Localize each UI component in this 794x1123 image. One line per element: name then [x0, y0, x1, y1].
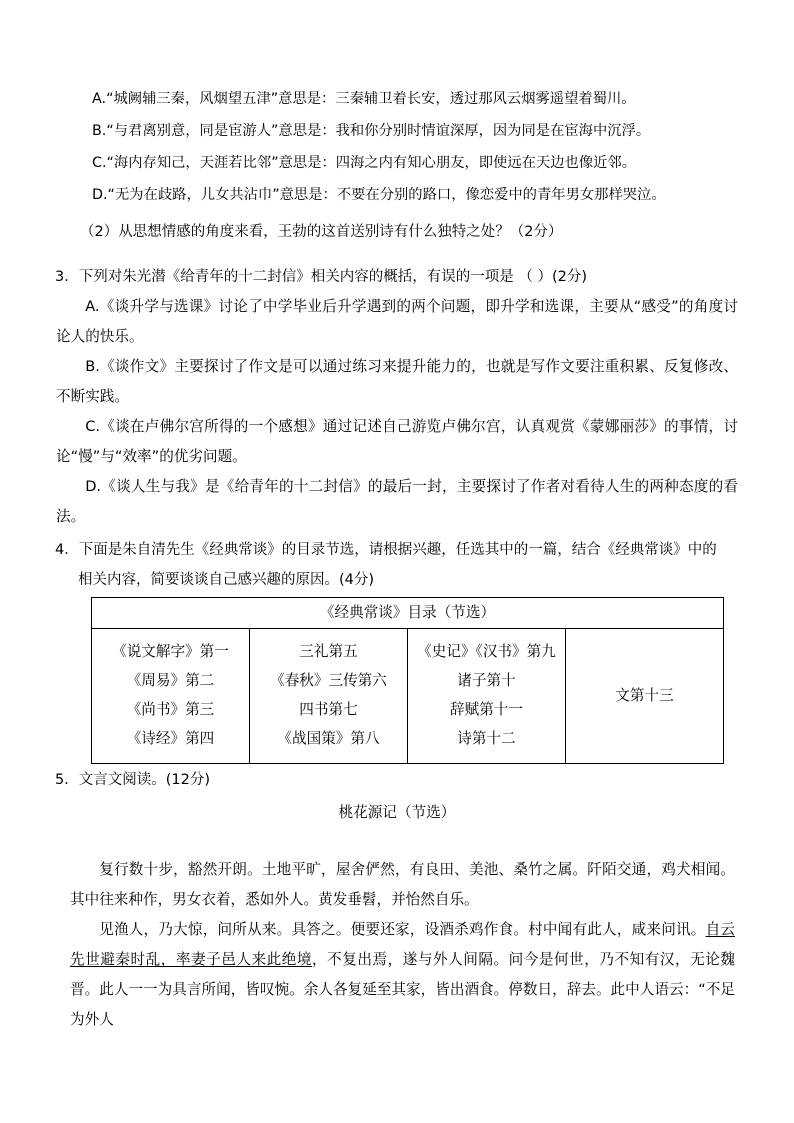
passage-text-after-underline: ，不复出焉，遂与外人间隔。问今是何世，乃不知有汉，无论魏晋。此人一一为具言所闻，皆叹惋。余人各复延至其家，皆出酒食。停数日，辞去。此中人语云：“不足为外人	[70, 951, 735, 1028]
catalog-table	[91, 597, 724, 764]
passage-underlined-sentence: 自云先世避秦时乱，率妻子邑人来此绝境	[70, 921, 735, 968]
option-a-q2: A.“城阙辅三秦，风烟望五津”意思是：三秦辅卫着长安，透过那风云烟雾遥望着蜀川。	[92, 91, 636, 107]
catalog-column-2	[250, 629, 408, 764]
option-c-q2: C.“海内存知己，天涯若比邻”意思是：四海之内有知心朋友，即使远在天边也像近邻。	[92, 155, 637, 171]
option-c-q3: C.《谈在卢佛尔宫所得的一个感想》通过记述自己游览卢佛尔宫，认真观赏《蒙娜丽莎》的事情，讨论“慢”与“效率”的优劣问题。	[56, 418, 738, 465]
option-b-q2: B.“与君离别意，同是宦游人”意思是：我和你分别时情谊深厚，因为同是在宦海中沉浮。	[92, 123, 651, 139]
catalog-table-wrapper	[91, 597, 724, 764]
passage-text-before-underline: 见渔人，乃大惊，问所从来。具答之。便要还家，设酒杀鸡作食。村中闻有此人，咸来问讯。	[99, 921, 706, 938]
catalog-cell: 《尚书》第三	[126, 701, 215, 718]
catalog-table-title: 《经典常谈》目录（节选）	[92, 598, 724, 629]
catalog-cell: 诗第十二	[457, 730, 516, 747]
catalog-column-3	[408, 629, 566, 764]
question-5-stem: 5．文言文阅读。(12分)	[55, 772, 210, 788]
catalog-cell: 《周易》第二	[126, 672, 215, 689]
catalog-cell: 辞赋第十一	[450, 701, 523, 718]
catalog-cell: 四书第七	[299, 701, 358, 718]
catalog-column-4	[566, 629, 724, 764]
question-4-stem-line1: 4．下面是朱自清先生《经典常谈》的目录节选，请根据兴趣，任选其中的一篇，结合《经典常谈》中的	[55, 542, 717, 558]
question-2-part-2: （2）从思想情感的角度来看，王勃的这首送别诗有什么独特之处？（2分）	[80, 224, 563, 240]
catalog-cell: 《战国策》第八	[277, 730, 380, 747]
catalog-cell: 《史记》《汉书》第九	[417, 643, 556, 660]
catalog-cell: 三礼第五	[299, 643, 358, 660]
question-3-stem: 3．下列对朱光潜《给青年的十二封信》相关内容的概括，有误的一项是 （ ）(2分)	[55, 269, 587, 285]
option-b-q3: B.《谈作文》主要探讨了作文是可以通过练习来提升能力的，也就是写作文要注重积累、反复修改、不断实践。	[56, 358, 738, 405]
option-a-q3: A.《谈升学与选课》讨论了中学毕业后升学遇到的两个问题，即升学和选课，主要从“感受”的角度讨论人的快乐。	[56, 298, 738, 345]
catalog-cell: 《诗经》第四	[126, 730, 215, 747]
catalog-cell: 文第十三	[615, 686, 674, 704]
option-d-q2: D.“无为在歧路，儿女共沾巾”意思是：不要在分别的路口，像恋爱中的青年男女那样哭泣。	[92, 187, 666, 203]
passage-paragraph-1: 复行数十步，豁然开朗。土地平旷，屋舍俨然，有良田、美池、桑竹之属。阡陌交通，鸡犬相闻。其中往来种作，男女衣着，悉如外人。黄发垂髫，并怡然自乐。	[70, 861, 735, 908]
question-4-stem-line2: 相关内容，简要谈谈自己感兴趣的原因。(4分)	[78, 572, 375, 588]
table-row	[92, 629, 724, 764]
table-row-title	[92, 598, 724, 629]
catalog-cell: 《春秋》三传第六	[270, 672, 387, 689]
passage-title: 桃花源记（节选）	[338, 804, 456, 821]
option-d-q3: D.《谈人生与我》是《给青年的十二封信》的最后一封，主要探讨了作者对看待人生的两种态度的看法。	[56, 478, 738, 525]
catalog-cell: 《说文解字》第一	[112, 643, 229, 660]
passage-paragraph-2	[70, 915, 735, 1035]
catalog-column-1	[92, 629, 250, 764]
catalog-cell: 诸子第十	[457, 672, 516, 689]
